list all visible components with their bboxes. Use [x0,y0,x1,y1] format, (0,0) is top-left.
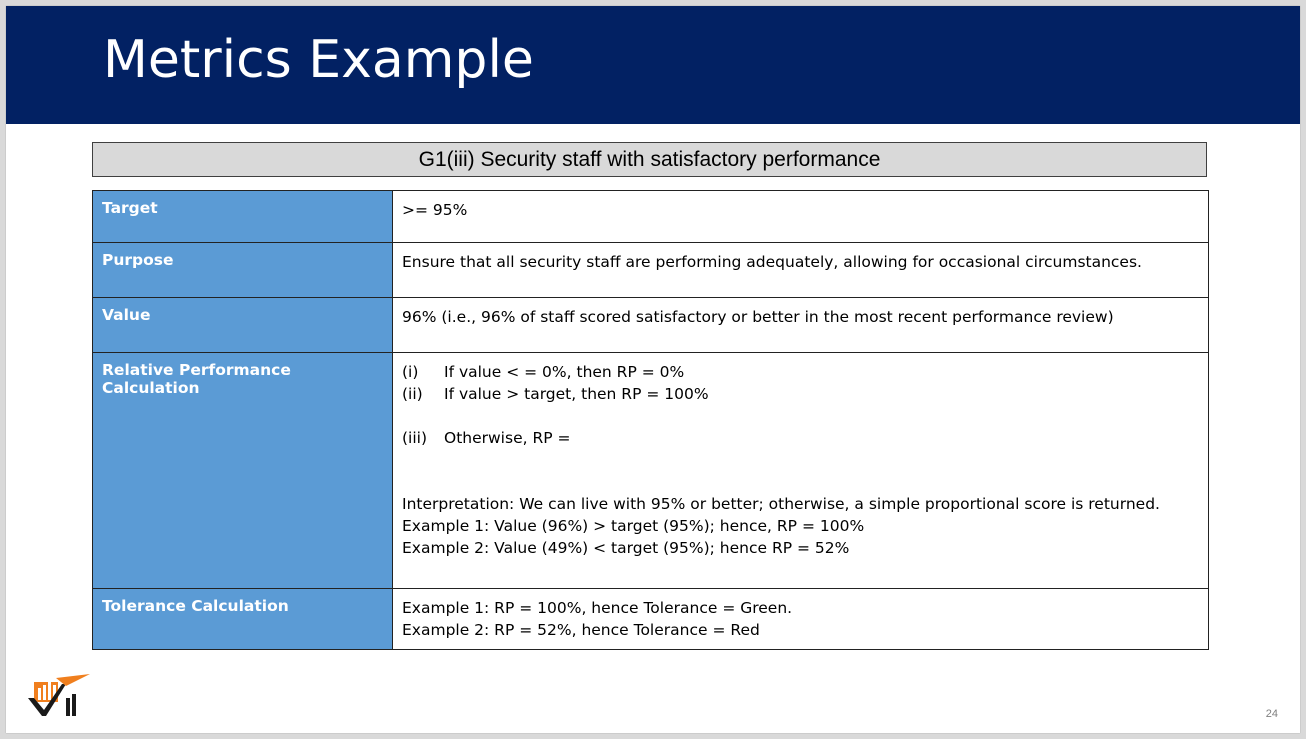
table-row-value [93,298,1209,353]
rp-rule-text: Otherwise, RP = [444,429,571,447]
tolerance-example-2: Example 2: RP = 52%, hence Tolerance = Red [402,621,760,639]
page-number: 24 [1265,708,1278,720]
metrics-table [92,190,1209,650]
tolerance-label: Tolerance Calculation [93,589,393,650]
purpose-value: Ensure that all security staff are performing adequately, allowing for occasional circumstances. [393,243,1209,298]
rp-value [393,353,1209,589]
rp-label: Relative Performance Calculation [93,353,393,589]
table-row-purpose [93,243,1209,298]
rp-interpretation: Interpretation: We can live with 95% or better; otherwise, a simple proportional score is returned. [402,495,1160,513]
company-logo-chart-check-icon [26,672,92,720]
value-label: Value [93,298,393,353]
rp-rule-number: (ii) [402,385,423,403]
target-label: Target [93,191,393,243]
slide [6,6,1300,733]
value-value: 96% (i.e., 96% of staff scored satisfactory or better in the most recent performance review) [393,298,1209,353]
target-value: >= 95% [393,191,1209,243]
table-row-rp [93,353,1209,589]
table-row-target [93,191,1209,243]
purpose-label: Purpose [93,243,393,298]
rp-example-2: Example 2: Value (49%) < target (95%); hence RP = 52% [402,539,850,557]
title-banner [6,6,1300,124]
rp-rule-text: If value > target, then RP = 100% [444,385,709,403]
rp-rule-number: (i) [402,363,419,381]
rp-rule-2 [402,383,1199,405]
slide-title: Metrics Example [103,30,534,90]
tolerance-value [393,589,1209,650]
rp-example-1: Example 1: Value (96%) > target (95%); hence, RP = 100% [402,517,865,535]
rp-rule-3 [402,427,1199,449]
table-row-tolerance [93,589,1209,650]
rp-rule-number: (iii) [402,429,428,447]
rp-rule-1 [402,361,1199,383]
tolerance-example-1: Example 1: RP = 100%, hence Tolerance = Green. [402,599,793,617]
rp-rule-text: If value < = 0%, then RP = 0% [444,363,685,381]
metric-heading: G1(iii) Security staff with satisfactory performance [92,142,1207,177]
